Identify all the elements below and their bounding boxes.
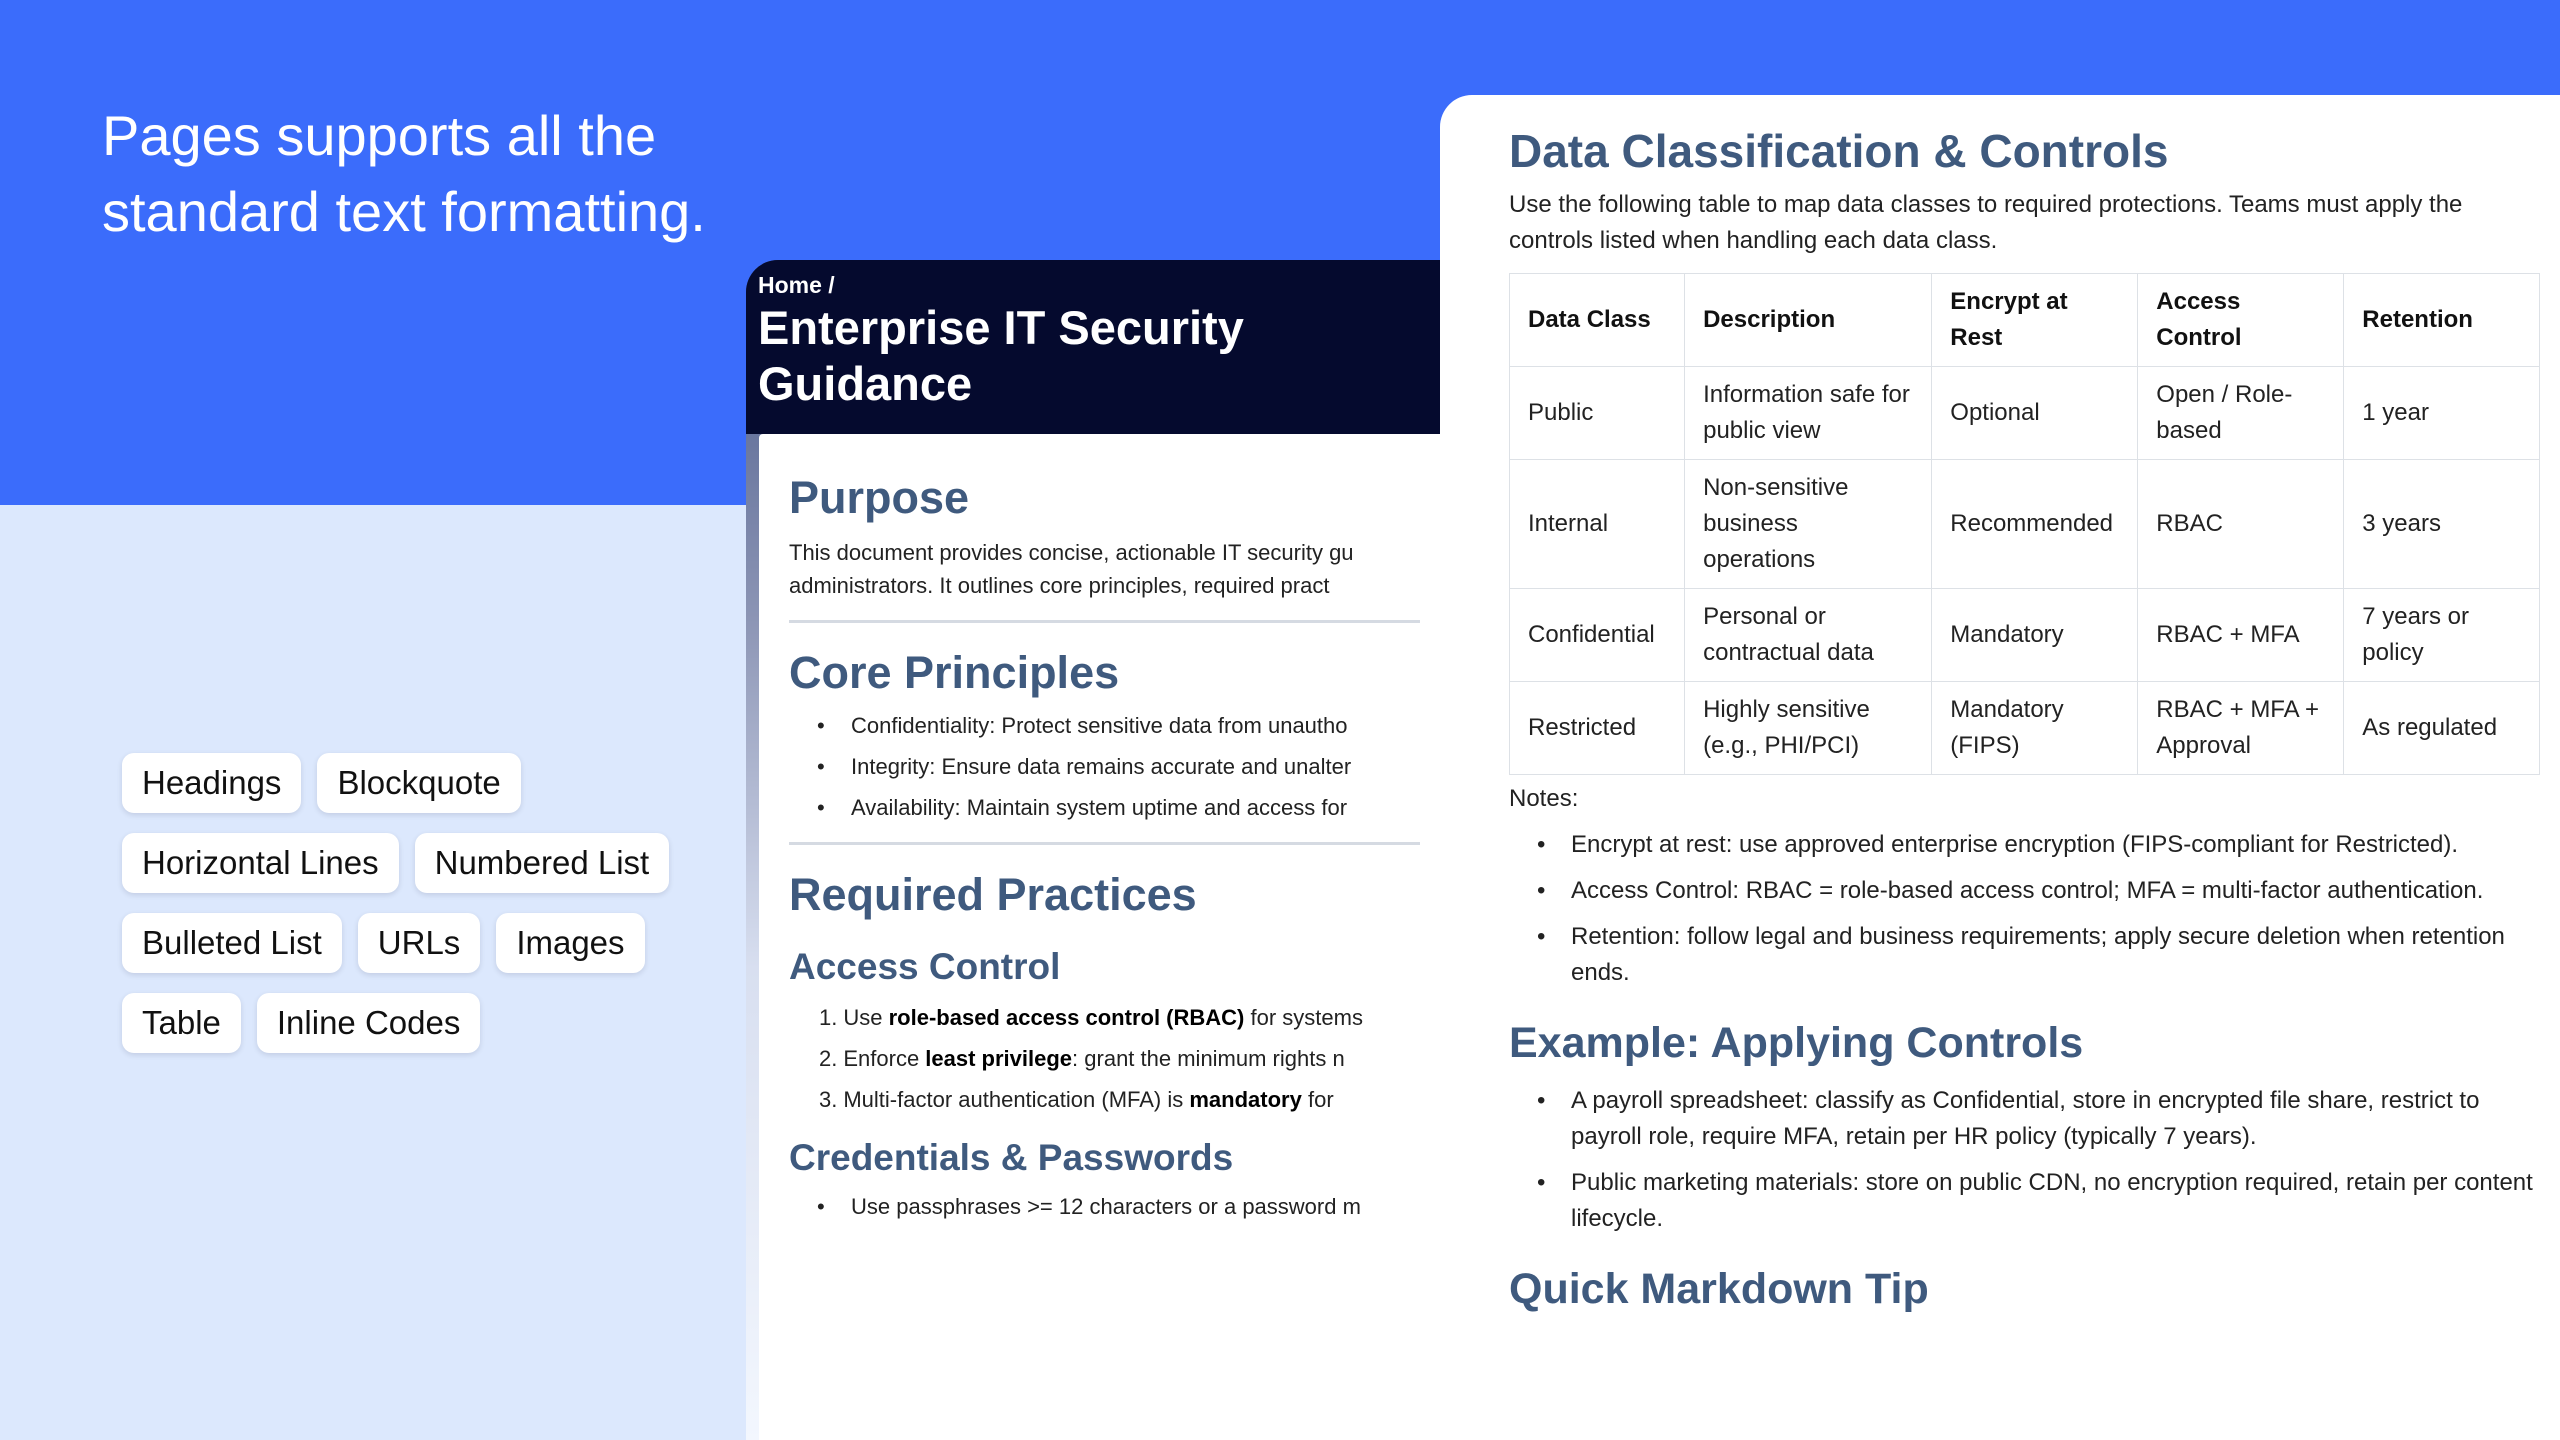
breadcrumb[interactable]: Home / bbox=[758, 272, 835, 298]
table-cell: Mandatory bbox=[1932, 589, 2138, 682]
table-cell: Recommended bbox=[1932, 460, 2138, 589]
note-item: • Access Control: RBAC = role-based access control; MFA = multi-factor authentication. bbox=[1509, 873, 2540, 909]
table-cell: 3 years bbox=[2344, 460, 2540, 589]
item-text: : grant the minimum rights n bbox=[1072, 1046, 1345, 1071]
heading-core-principles: Core Principles bbox=[789, 647, 1120, 698]
table-row bbox=[1510, 589, 2540, 682]
purpose-paragraph bbox=[789, 536, 1420, 602]
notes-list bbox=[1509, 827, 2540, 991]
example-list bbox=[1509, 1083, 2540, 1237]
item-text: Use bbox=[843, 1005, 889, 1030]
purpose-line-1: This document provides concise, actionable IT security gu bbox=[789, 540, 1354, 565]
example-item: • Public marketing materials: store on public CDN, no encryption required, retain per content lifecycle. bbox=[1509, 1165, 2540, 1237]
document-preview bbox=[746, 260, 1440, 1440]
intro-paragraph bbox=[1509, 187, 2540, 259]
tag-headings[interactable]: Headings bbox=[122, 753, 301, 813]
table-cell: Internal bbox=[1510, 460, 1685, 589]
tag-images[interactable]: Images bbox=[496, 913, 644, 973]
list-item: • Use passphrases >= 12 characters or a password m bbox=[789, 1190, 1420, 1223]
table-cell: Information safe for public view bbox=[1685, 367, 1932, 460]
table-cell: Public bbox=[1510, 367, 1685, 460]
tag-inline-codes[interactable]: Inline Codes bbox=[257, 993, 480, 1053]
table-cell: Open / Role-based bbox=[2138, 367, 2344, 460]
heading-purpose: Purpose bbox=[789, 472, 970, 523]
item-text: for systems bbox=[1244, 1005, 1363, 1030]
tag-urls[interactable]: URLs bbox=[358, 913, 481, 973]
notes-label: Notes: bbox=[1509, 785, 1579, 812]
numbered-item bbox=[789, 1083, 1420, 1116]
list-item: • Availability: Maintain system uptime and access for bbox=[789, 791, 1420, 824]
table-row bbox=[1510, 682, 2540, 775]
table-cell: Optional bbox=[1932, 367, 2138, 460]
tag-horizontal-lines[interactable]: Horizontal Lines bbox=[122, 833, 399, 893]
tag-blockquote[interactable]: Blockquote bbox=[317, 753, 520, 813]
tag-numbered-list[interactable]: Numbered List bbox=[415, 833, 670, 893]
heading-access-control: Access Control bbox=[789, 946, 1061, 987]
table-preview-panel bbox=[1440, 95, 2560, 1440]
tag-table[interactable]: Table bbox=[122, 993, 241, 1053]
heading-credentials: Credentials & Passwords bbox=[789, 1137, 1234, 1178]
list-item: • Confidentiality: Protect sensitive data from unautho bbox=[789, 709, 1420, 742]
table-cell: 1 year bbox=[2344, 367, 2540, 460]
list-item: • Integrity: Ensure data remains accurate and unalter bbox=[789, 750, 1420, 783]
document-title: Enterprise IT Security Guidance bbox=[758, 301, 1244, 410]
table-cell: As regulated bbox=[2344, 682, 2540, 775]
note-item: • Encrypt at rest: use approved enterprise encryption (FIPS-compliant for Restricted). bbox=[1509, 827, 2540, 863]
item-number: 3. bbox=[819, 1087, 838, 1112]
column-header: Access Control bbox=[2138, 274, 2344, 367]
core-principles-list bbox=[789, 709, 1420, 824]
item-text: Multi-factor authentication (MFA) is bbox=[843, 1087, 1190, 1112]
heading-example: Example: Applying Controls bbox=[1509, 1019, 2084, 1067]
headline: Pages supports all the standard text formatting. bbox=[102, 104, 706, 243]
column-header: Data Class bbox=[1510, 274, 1685, 367]
example-item: • A payroll spreadsheet: classify as Confidential, store in encrypted file share, restrict to payroll role, require MFA, retain per HR policy (typically 7 years). bbox=[1509, 1083, 2540, 1155]
horizontal-rule bbox=[789, 842, 1420, 845]
table-cell: RBAC + MFA bbox=[2138, 589, 2344, 682]
column-header: Retention bbox=[2344, 274, 2540, 367]
credentials-list bbox=[789, 1190, 1420, 1223]
numbered-item bbox=[789, 1042, 1420, 1075]
document-header bbox=[746, 260, 1440, 434]
intro-line-2: controls listed when handling each data class. bbox=[1509, 227, 1998, 254]
table-cell: Non-sensitive business operations bbox=[1685, 460, 1932, 589]
purpose-line-2: administrators. It outlines core principles, required pract bbox=[789, 573, 1330, 598]
table-cell: RBAC bbox=[2138, 460, 2344, 589]
table-cell: Mandatory (FIPS) bbox=[1932, 682, 2138, 775]
heading-required-practices: Required Practices bbox=[789, 869, 1197, 920]
item-number: 1. bbox=[819, 1005, 838, 1030]
note-item: • Retention: follow legal and business requirements; apply secure deletion when retention ends. bbox=[1509, 919, 2540, 991]
column-header: Encrypt at Rest bbox=[1932, 274, 2138, 367]
data-classification-table bbox=[1509, 273, 2540, 775]
table-cell: Confidential bbox=[1510, 589, 1685, 682]
bold-text: mandatory bbox=[1189, 1087, 1302, 1112]
numbered-item bbox=[789, 1001, 1420, 1034]
item-number: 2. bbox=[819, 1046, 838, 1071]
intro-line-1: Use the following table to map data classes to required protections. Teams must apply the bbox=[1509, 191, 2463, 218]
item-text: for bbox=[1301, 1087, 1334, 1112]
table-row bbox=[1510, 367, 2540, 460]
table-cell: Highly sensitive (e.g., PHI/PCI) bbox=[1685, 682, 1932, 775]
bold-text: least privilege bbox=[925, 1046, 1073, 1071]
tag-bulleted-list[interactable]: Bulleted List bbox=[122, 913, 342, 973]
panel-title: Data Classification & Controls bbox=[1509, 125, 2169, 177]
table-cell: 7 years or policy bbox=[2344, 589, 2540, 682]
bold-text: role-based access control (RBAC) bbox=[888, 1005, 1245, 1030]
document-card bbox=[759, 434, 1440, 1440]
table-cell: Restricted bbox=[1510, 682, 1685, 775]
table-cell: Personal or contractual data bbox=[1685, 589, 1932, 682]
horizontal-rule bbox=[789, 620, 1420, 623]
access-control-list bbox=[789, 1001, 1420, 1116]
column-header: Description bbox=[1685, 274, 1932, 367]
table-cell: RBAC + MFA + Approval bbox=[2138, 682, 2344, 775]
feature-tags bbox=[122, 753, 722, 1053]
table-row bbox=[1510, 460, 2540, 589]
heading-quick-tip: Quick Markdown Tip bbox=[1509, 1265, 1929, 1313]
item-text: Enforce bbox=[843, 1046, 926, 1071]
